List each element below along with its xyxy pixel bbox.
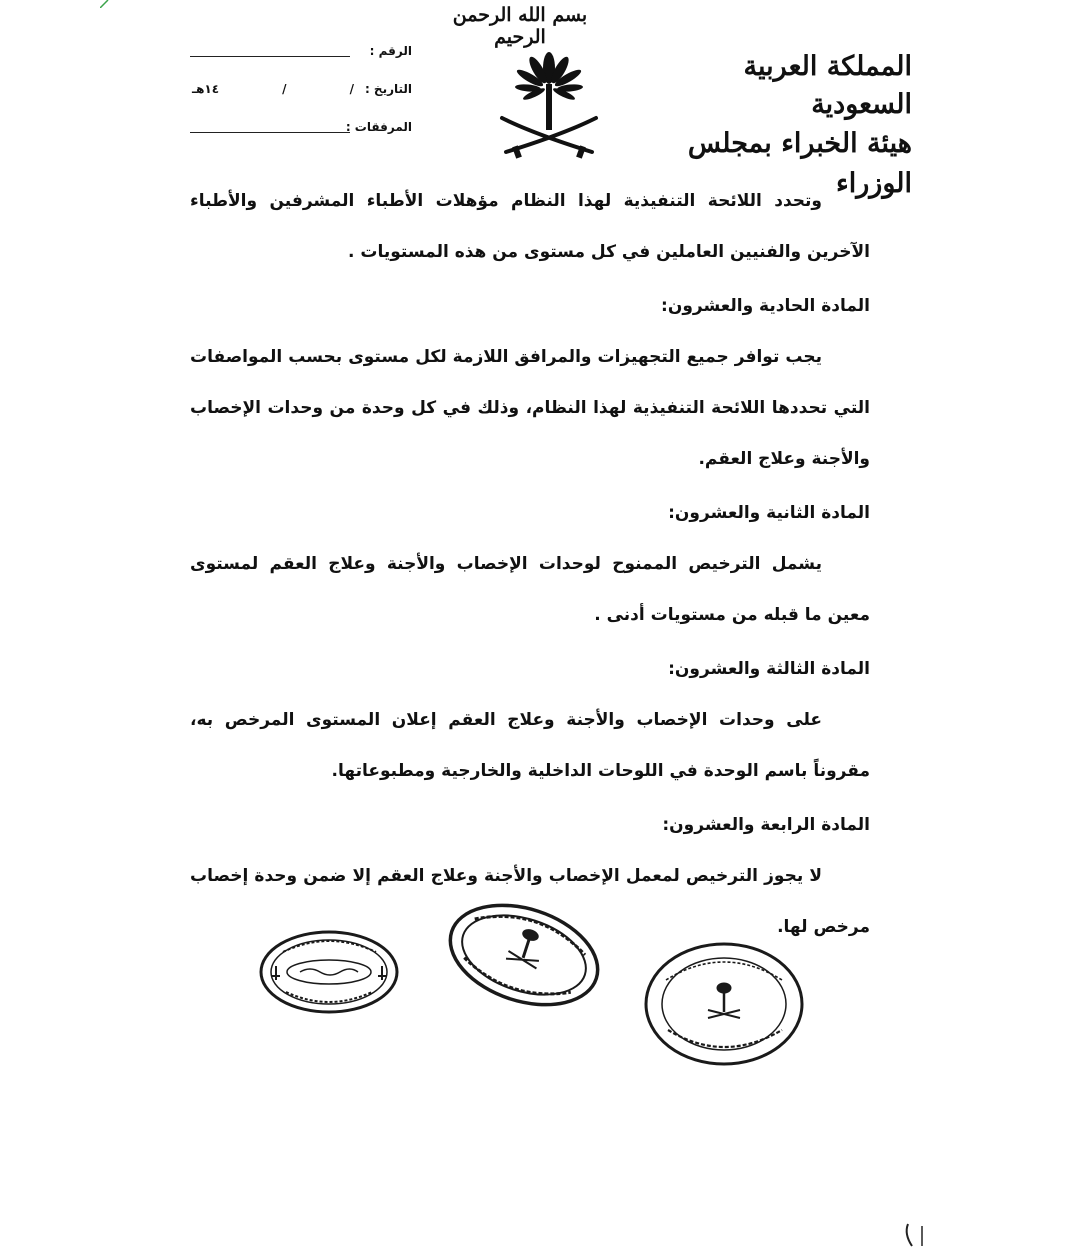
article-22-text: يشمل الترخيص الممنوح لوحدات الإخصاب والأجنة وعلاج العقم لمستوى معين ما قبله من مستويات أدنى . xyxy=(190,554,870,625)
date-row xyxy=(190,82,420,120)
date-era: ١٤هـ xyxy=(192,82,220,96)
attachments-row xyxy=(190,120,420,158)
article-22-title: المادة الثانية والعشرون: xyxy=(668,503,870,523)
experts-commission-stamp xyxy=(646,944,802,1064)
attachments-line xyxy=(190,132,350,133)
green-corner-mark xyxy=(100,0,114,8)
article-21-title: المادة الحادية والعشرون: xyxy=(661,296,870,316)
article-24-title: المادة الرابعة والعشرون: xyxy=(662,815,870,835)
page-edge-mark xyxy=(902,1222,932,1247)
date-label: التاريخ : xyxy=(364,82,412,96)
intro-paragraph: وتحدد اللائحة التنفيذية لهذا النظام مؤهلات الأطباء المشرفين والأطباء الآخرين والفنيين العاملين في كل مستوى من هذه المستويات . xyxy=(190,191,870,262)
reference-number-row xyxy=(190,44,420,82)
article-23-title: المادة الثالثة والعشرون: xyxy=(668,659,870,679)
org-name-line-1: المملكة العربية السعودية xyxy=(743,51,912,120)
date-sep-1: / xyxy=(282,82,287,96)
org-name-line-2: هيئة الخبراء بمجلس الوزراء xyxy=(687,128,912,199)
reference-number-label: الرقم : xyxy=(369,44,412,58)
saudi-emblem-icon xyxy=(494,46,604,162)
article-21-text: يجب توافر جميع التجهيزات والمرافق اللازمة لكل مستوى بحسب المواصفات التي تحددها اللائحة التنفيذية لهذا النظام، وذلك في كل وحدة من وحدات الإخصاب والأجنة وعلاج العقم. xyxy=(190,347,870,469)
date-value xyxy=(192,82,354,96)
document-body xyxy=(190,176,870,953)
reference-number-line xyxy=(190,56,350,57)
attachments-label: المرفقات : xyxy=(345,120,412,134)
article-24-text: لا يجوز الترخيص لمعمل الإخصاب والأجنة وعلاج العقم إلا ضمن وحدة إخصاب مرخص لها. xyxy=(190,866,870,937)
article-23-text: على وحدات الإخصاب والأجنة وعلاج العقم إعلان المستوى المرخص به، مقروناً باسم الوحدة في اللوحات الداخلية والخارجية ومطبوعاتها. xyxy=(190,710,870,781)
reference-fields xyxy=(190,44,420,158)
basmala: بسم الله الرحمن الرحيم xyxy=(452,4,588,48)
date-sep-2: / xyxy=(349,82,354,96)
